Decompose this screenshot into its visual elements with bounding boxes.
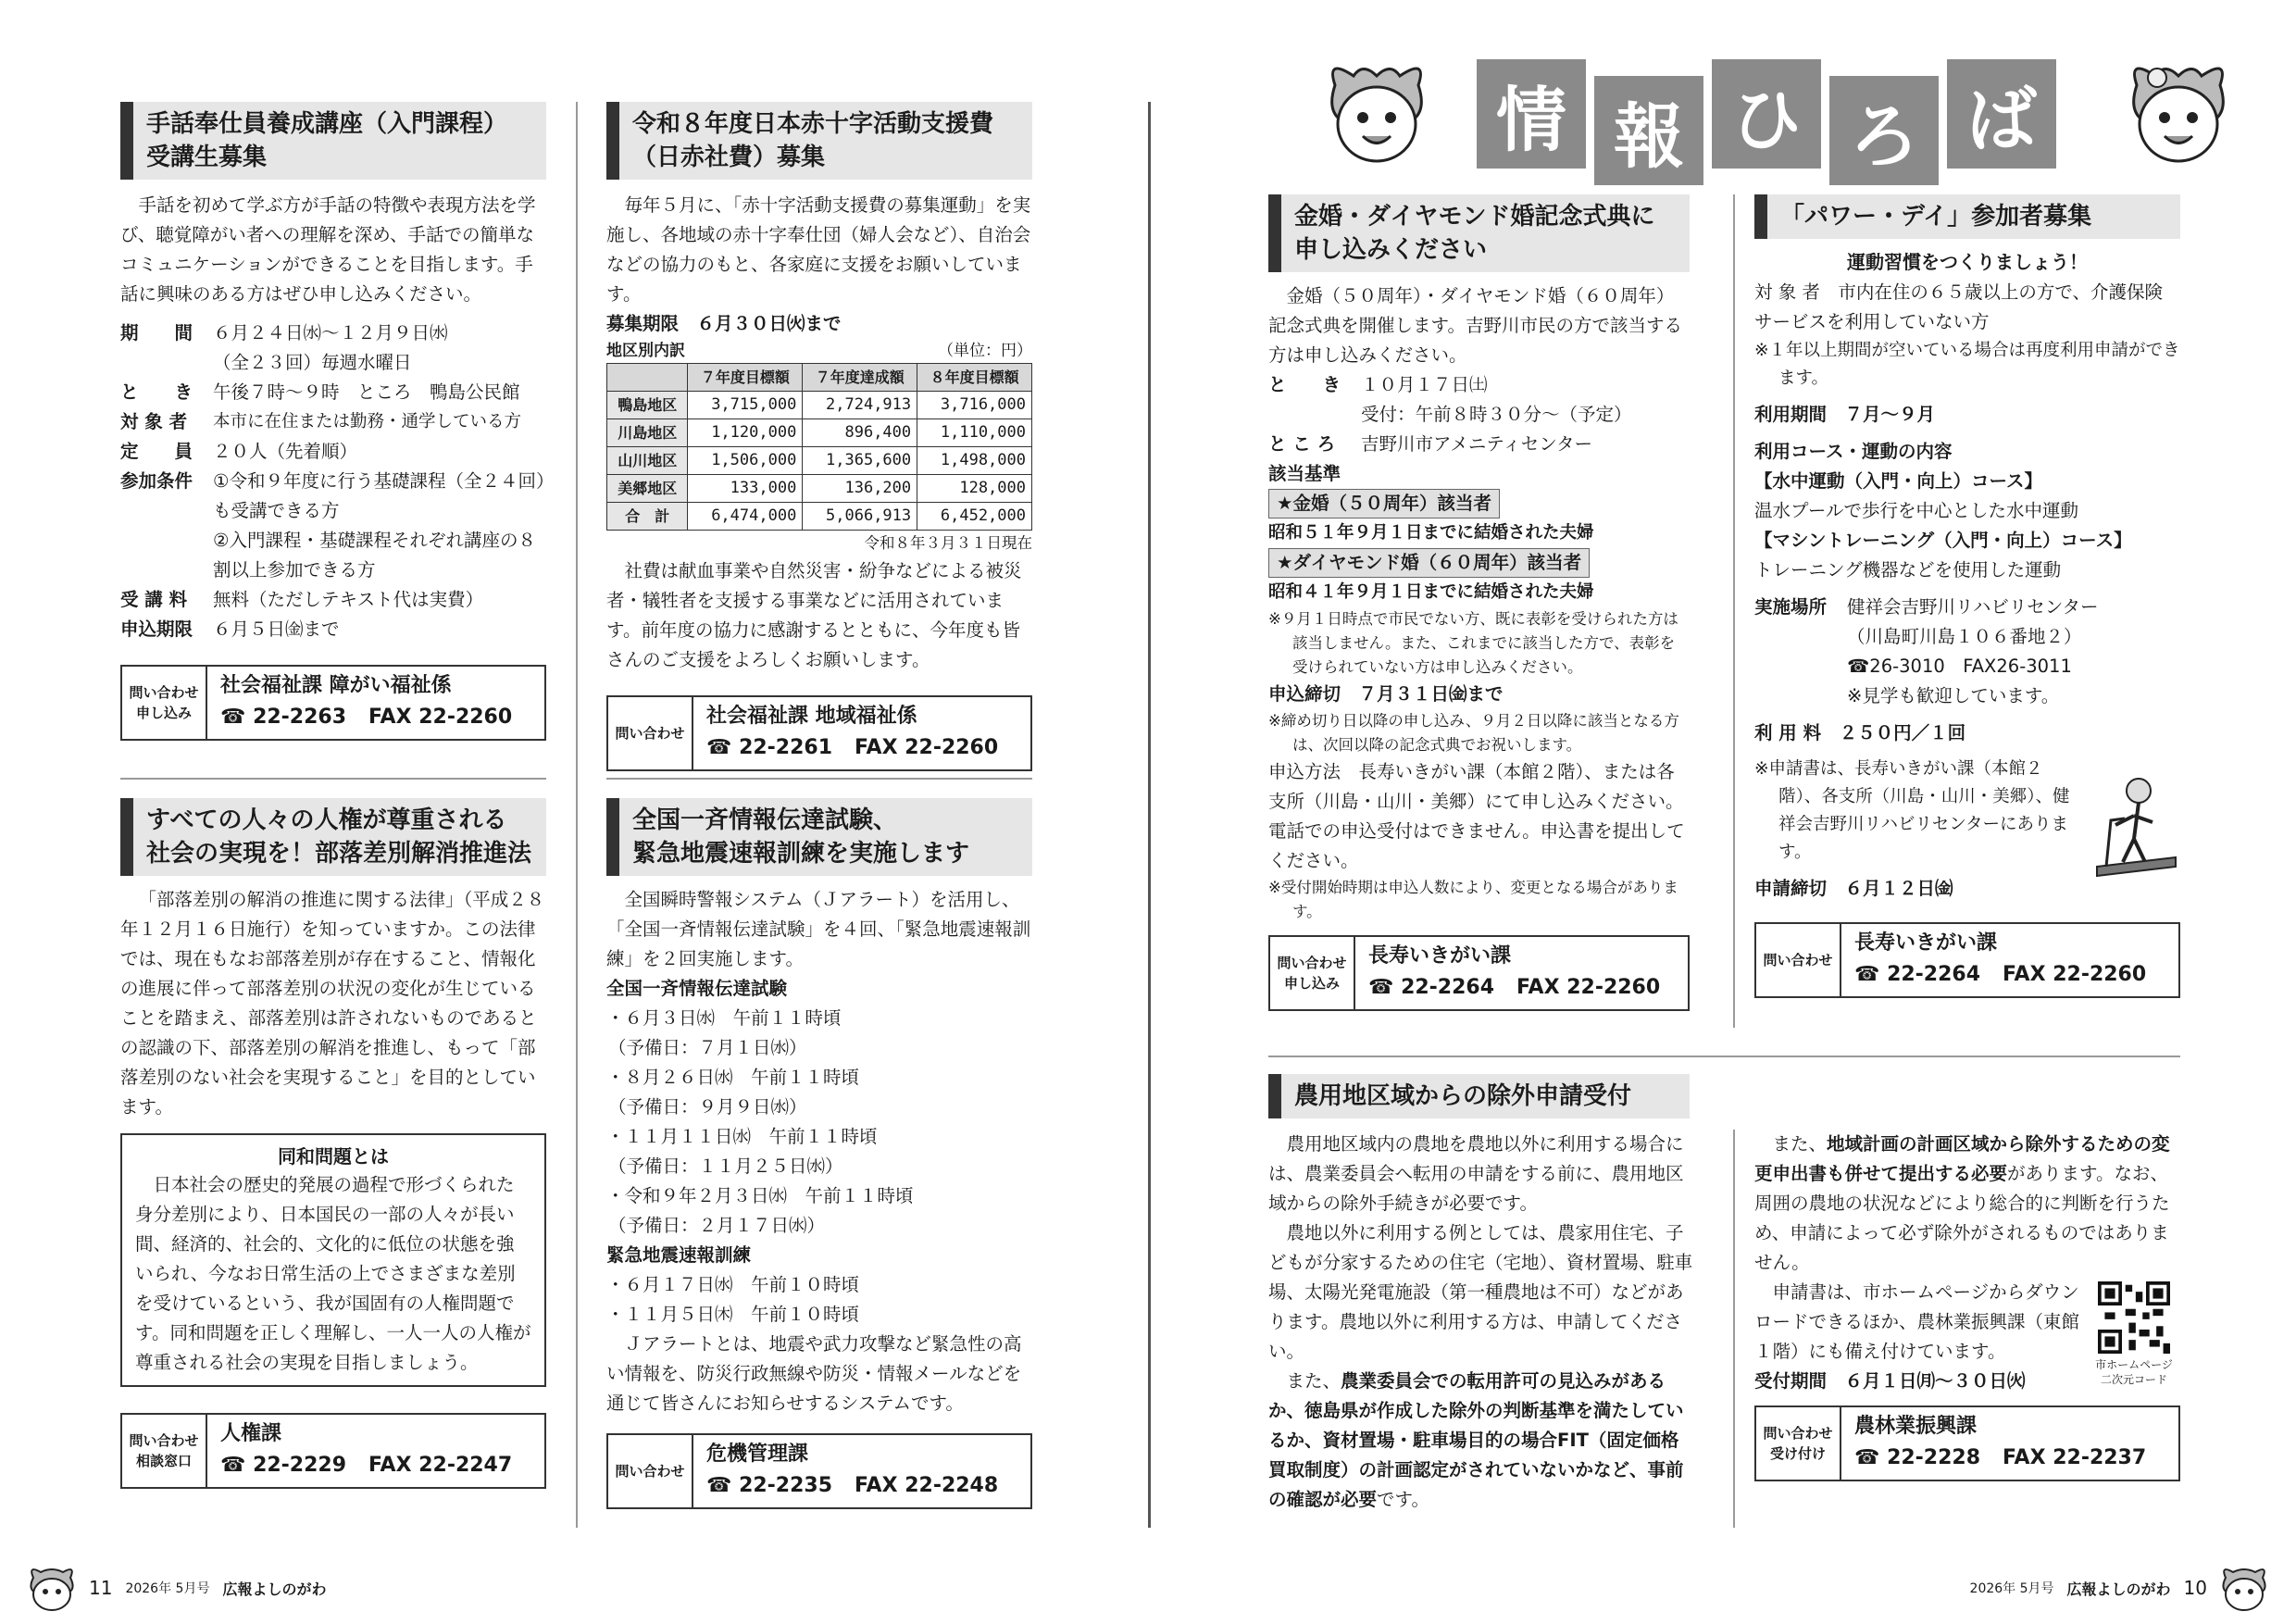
section-title: 金婚・ダイヤモンド婚記念式典に 申し込みください xyxy=(1268,194,1690,272)
col-divider-4 xyxy=(1733,1130,1735,1528)
banner-char-1: 情 xyxy=(1477,59,1586,169)
section-power-day: 「パワー・デイ」参加者募集 運動習慣をつくりましょう！ 対 象 者 市内在住の６５歳以上の方で、介護保険サービスを利用していない方 ※１年以上期間が空いている場合は再度利用申請ができます。 利用期間 ７月～９月 利用コース・運動の内容 【水中運動（入門・向上）コース】 温水プールで歩行を中心とした水中運動 【マシントレーニング（入門・向上）コース】 トレーニング機器などを使用した運動 実施場所 健祥会吉野川リハビリセンター （川島町川島１０６番地２） ☎26-3010 FAX26-3011 ※見学も歓迎しています。 利 用 料 ２５０円／１回 ※申請書は、長寿いきがい課（本館２階）、各支所（川島・山川・美郷）、健祥会吉野川リハビリセンターにあります。 申請締切 ６月１２日㈮ 問い合わせ 長寿いきがい課 ☎ 22-2264 FAX 22-2260 xyxy=(1754,194,2180,998)
contact-box: 問い合わせ 社会福祉課 地域福祉係 ☎ 22-2261 FAX 22-2260 xyxy=(606,695,1032,771)
info-row: 受 講 料 無料（ただしテキスト代は実費） xyxy=(120,589,484,610)
farmland-right-text: また、地域計画の計画区域から除外するための変更申出書も併せて提出する必要があります。なお、周囲の農地の状況などにより総合的に判断を行うため、申請によって必ず除外がされるものではありません。 申請書は、市ホームページからダウンロードできるほか、農林業振興課（東館１階）にも備え付けています。 受付期間 ６月１日㈪～３０日㈫ 市ホームページ 二次元コード 問い合わせ 受け付け 農林業振興課 ☎ 22-2228 FAX 22-2237 xyxy=(1754,1130,2180,1481)
mascot-flower-icon xyxy=(2128,57,2229,169)
mascot-small-icon xyxy=(2220,1565,2268,1611)
district-table: ７年度目標額 ７年度達成額 ８年度目標額 鴨島地区 3,715,000 2,724,913 3,716,000 川島地区 1,120,000 896,400 1,110,000 山川地区 1,506,000 1,365,600 1,498,000 美郷地区 133,000 136,200 128,000 合 計 6,474,000 5,066,913 6,452,000 xyxy=(606,363,1032,531)
farmland-left-text: 農用地区域内の農地を農地以外に利用する場合には、農業委員会へ転用の申請をする前に、農用地区域からの除外手続きが必要です。 農地以外に利用する例としては、農家用住宅、子どもが分家するための住宅（宅地）、資材置場、駐車場、太陽光発電施設（第一種農地は不可）などがあります。農地以外に利用する方は、申請してください。 また、農業委員会での転用許可の見込みがあるか、徳島県が作成した除外の判断基準を満たしているか、資材置場・駐車場目的の場合FIT（固定価格買取制度）の計画認定がされていないかなど、事前の確認が必要です。 xyxy=(1268,1133,1693,1510)
intro-text: 手話を初めて学ぶ方が手話の特徴や表現方法を学び、聴覚障がい者への理解を深め、手話での簡単なコミュニケーションができることを目指します。手話に興味のある方はぜひ申し込みください。 xyxy=(120,194,536,305)
banner xyxy=(1324,57,2250,178)
table-unit: （単位：円） xyxy=(938,342,1032,360)
info-row: 申込期限 ６月５日㈮まで xyxy=(120,618,340,640)
table-row: 山川地区 1,506,000 1,365,600 1,498,000 xyxy=(607,447,1032,475)
info-row: と き 午後７時～９時 ところ 鴨島公民館 xyxy=(120,381,520,403)
body-text: 社費は献血事業や自然災害・紛争などによる被災者・犠牲者を支援する事業などに活用されています。前年度の協力に感謝するとともに、今年度も皆さんのご支援をよろしくお願いします。 xyxy=(606,560,1022,670)
qr-code[interactable]: 市ホームページ 二次元コード xyxy=(2088,1278,2180,1396)
mascot-small-icon xyxy=(28,1565,76,1611)
golden-tag: ★金婚（５０周年）該当者 xyxy=(1268,489,1500,518)
section-title: 農用地区域からの除外申請受付 xyxy=(1268,1074,1690,1118)
row-divider-1 xyxy=(120,778,546,780)
section-human-rights xyxy=(120,798,546,1489)
col-divider-3 xyxy=(1733,194,1735,1028)
info-row: ②入門課程・基礎課程それぞれ講座の８割以上参加できる方 xyxy=(213,530,536,581)
table-title: 地区別内訳 xyxy=(606,342,685,360)
footer-left: 11 2026年 5月号 広報よしのがわ xyxy=(28,1565,326,1611)
info-row: 定 員 ２０人（先着順） xyxy=(120,441,358,462)
contact-box: 問い合わせ 申し込み 社会福祉課 障がい福祉係 ☎ 22-2263 FAX 22-2260 xyxy=(120,665,546,741)
col-divider-1 xyxy=(576,102,578,1528)
contact-box: 問い合わせ 長寿いきがい課 ☎ 22-2264 FAX 22-2260 xyxy=(1754,922,2180,998)
intro-text: 「部落差別の解消の推進に関する法律」（平成２８年１２月１６日施行）を知っていますか。この法律では、現在もなお部落差別が存在すること、情報化の進展に伴って部落差別の状況の変化が生じていることを踏まえ、部落差別は許されないものであるとの認識の下、部落差別の解消を推進し、もって「部落差別のない社会を実現すること」を目的としています。 xyxy=(120,889,545,1118)
row-divider-3 xyxy=(1268,1056,2180,1057)
contact-box: 問い合わせ 受け付け 農林業振興課 ☎ 22-2228 FAX 22-2237 xyxy=(1754,1405,2180,1481)
table-row: 合 計 6,474,000 5,066,913 6,452,000 xyxy=(607,503,1032,531)
section-title: 令和８年度日本赤十字活動支援費 （日赤社費）募集 xyxy=(606,102,1032,180)
banner-char-2: 報 xyxy=(1594,76,1703,185)
info-row: 対 象 者 本市に在住または勤務・通学している方 xyxy=(120,411,522,432)
section-title: 全国一斉情報伝達試験、 緊急地震速報訓練を実施します xyxy=(606,798,1032,876)
table-row: 川島地区 1,120,000 896,400 1,110,000 xyxy=(607,419,1032,447)
info-row: （全２３回）毎週水曜日 xyxy=(213,352,412,373)
section-title: 手話奉仕員養成講座（入門課程） 受講生募集 xyxy=(120,102,546,180)
treadmill-illustration-icon xyxy=(2088,774,2180,881)
section-farmland xyxy=(1268,1074,2180,1118)
section-title: すべての人々の人権が尊重される 社会の実現を！部落差別解消推進法 xyxy=(120,798,546,876)
section-golden-wedding: 金婚・ダイヤモンド婚記念式典に 申し込みください 金婚（５０周年）・ダイヤモンド婚（６０周年）記念式典を開催します。吉野川市民の方で該当する方は申し込みください。 と き １０月１７日㈯ 受付：午前８時３０分～（予定） と こ ろ 吉野川市アメニティセンター 該当基準 ★金婚（５０周年）該当者 昭和５１年９月１日までに結婚された夫婦 ★ダイヤモンド婚（６０周年）該当者 昭和４１年９月１日までに結婚された夫婦 ※９月１日時点で市民でない方、既に表彰を受けられた方は該当しません。また、これまでに該当した方で、表彰を受けられていない方は申し込みください。 申込締切 ７月３１日㈮まで ※締め切り日以降の申し込み、９月２日以降に該当となる方は、次回以降の記念式典でお祝いします。 申込方法 長寿いきがい課（本館２階）、または各支所（川島・山川・美郷）にて申し込みください。電話での申込受付はできません。申込書を提出してください。 ※受付開始時期は申込人数により、変更となる場合があります。 問い合わせ 申し込み 長寿いきがい課 ☎ 22-2264 FAX 22-2260 xyxy=(1268,194,1690,1011)
footer-right: 2026年 5月号 広報よしのがわ 10 xyxy=(1970,1565,2268,1611)
section-j-alert: 全国一斉情報伝達試験、 緊急地震速報訓練を実施します 全国瞬時警報システム（Ｊアラート）を活用し、「全国一斉情報伝達試験」を４回、「緊急地震速報訓練」を２回実施します。 全国一斉情報伝達試験 ・６月３日㈬ 午前１１時頃 （予備日：７月１日㈬） ・８月２６日㈬ 午前１１時頃 （予備日：９月９日㈬） ・１１月１１日㈬ 午前１１時頃 （予備日：１１月２５日㈬） ・令和９年２月３日㈬ 午前１１時頃 （予備日：２月１７日㈬） 緊急地震速報訓練 ・６月１７日㈬ 午前１０時頃 ・１１月５日㈭ 午前１０時頃 Ｊアラートとは、地震や武力攻撃など緊急性の高い情報を、防災行政無線や防災・情報メールなどを通じて皆さんにお知らせするシステムです。 問い合わせ 危機管理課 ☎ 22-2235 FAX 22-2248 xyxy=(606,798,1032,1509)
section-title: 「パワー・デイ」参加者募集 xyxy=(1754,194,2180,239)
section-sign-language xyxy=(120,102,546,741)
contact-box: 問い合わせ 相談窓口 人権課 ☎ 22-2229 FAX 22-2247 xyxy=(120,1413,546,1489)
info-row: 期 間 ６月２４日㈬～１２月９日㈬ xyxy=(120,322,448,344)
dowa-box: 同和問題とは 日本社会の歴史的発展の過程で形づくられた身分差別により、日本国民の一部の人々が長い間、経済的、社会的、文化的に低位の状態を強いられ、今なお日常生活の上でさまざまな差別を受けているという、我が国固有の人権問題です。同和問題を正しく理解し、一人一人の人権が尊重される社会の実現を目指しましょう。 xyxy=(120,1133,546,1387)
table-row: 鴨島地区 3,715,000 2,724,913 3,716,000 xyxy=(607,392,1032,419)
qr-code-icon xyxy=(2098,1281,2170,1354)
as-of: 令和８年３月３１日現在 xyxy=(864,534,1032,552)
intro-text: 毎年５月に、「赤十字活動支援費の募集運動」を実施し、各地域の赤十字奉仕団（婦人会など）、自治会などの協力のもと、各家庭に支援をお願いしています。 xyxy=(606,194,1031,305)
banner-char-4: ろ xyxy=(1829,76,1939,185)
contact-box: 問い合わせ 申し込み 長寿いきがい課 ☎ 22-2264 FAX 22-2260 xyxy=(1268,935,1690,1011)
mascot-icon xyxy=(1326,57,1428,169)
table-row: 美郷地区 133,000 136,200 128,000 xyxy=(607,475,1032,503)
period: 募集期限 ６月３０日㈫まで xyxy=(606,313,842,334)
banner-char-3: ひ xyxy=(1712,59,1821,169)
intro-text: 全国瞬時警報システム（Ｊアラート）を活用し、「全国一斉情報伝達試験」を４回、「緊急地震速報訓練」を２回実施します。 xyxy=(606,889,1031,969)
col-divider-2 xyxy=(1148,102,1151,1528)
banner-char-5: ば xyxy=(1947,59,2056,169)
row-divider-2 xyxy=(606,778,1032,780)
info-row: 参加条件 ①令和９年度に行う基礎課程（全２４回）も受講できる方 xyxy=(120,470,545,521)
diamond-tag: ★ダイヤモンド婚（６０周年）該当者 xyxy=(1268,548,1590,578)
section-red-cross xyxy=(606,102,1032,771)
contact-box: 問い合わせ 危機管理課 ☎ 22-2235 FAX 22-2248 xyxy=(606,1433,1032,1509)
